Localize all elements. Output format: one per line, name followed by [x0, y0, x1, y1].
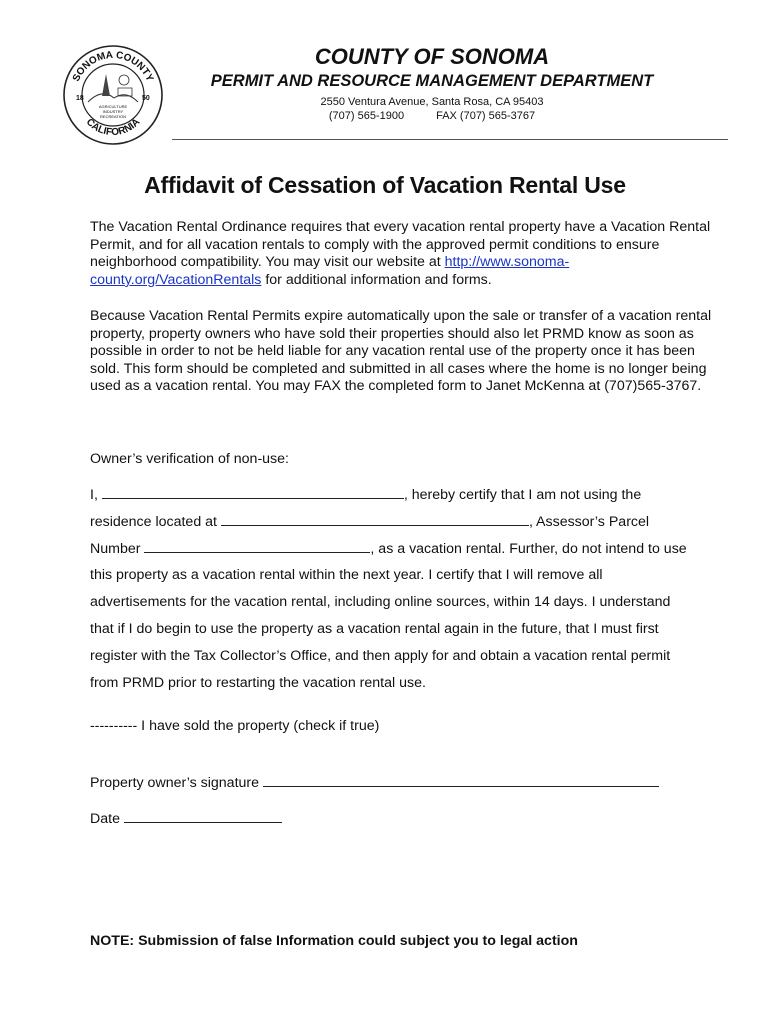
- signature-label: Property owner’s signature: [90, 775, 260, 791]
- cert-text-2a: residence located at: [90, 514, 217, 530]
- cert-text-3a: Number: [90, 541, 141, 557]
- seal-top-text: SONOMA COUNTY: [70, 49, 156, 84]
- header-divider: [172, 139, 728, 140]
- cert-text-7: register with the Tax Collector’s Office, and then apply for and obtain a vacation rental permit: [90, 648, 671, 664]
- intro-text: The Vacation Rental Ordinance requires that every vacation rental property have a Vacation Rental Permit, and for all vacation rentals to comply with the approved permit conditions to ensure neighborhood compatibility. You may visit our website at: [90, 219, 711, 271]
- cert-text-6: that if I do begin to use the property as a vacation rental again in the future, that I must first: [90, 621, 659, 637]
- seal-year-left: 18: [76, 95, 84, 102]
- cert-text-5: advertisements for the vacation rental, including online sources, within 14 days. I understand: [90, 594, 671, 610]
- seal-year-right: 50: [142, 95, 150, 102]
- document-title: Affidavit of Cessation of Vacation Rental Use: [144, 172, 626, 198]
- svg-text:CALIFORNIA: [84, 117, 143, 139]
- legal-note: NOTE: Submission of false Information could subject you to legal action: [90, 933, 578, 949]
- sale-paragraph: Because Vacation Rental Permits expire automatically upon the sale or transfer of a vacation rental property, property owners who have sold their properties should also let PRMD know as soon as possible in order to not be held liable for any vacation rental use of the property once it has been sold. This form should be completed and submitted in all cases where the home is no longer being used as a vacation rental. You may FAX the completed form to Janet McKenna at (707)565-3767.: [90, 308, 712, 395]
- website-link[interactable]: http://www.sonoma-county.org/VacationRentals: [90, 254, 570, 288]
- residence-address-field[interactable]: [221, 511, 529, 526]
- signature-field[interactable]: [263, 772, 659, 787]
- cert-text-8: from PRMD prior to restarting the vacation rental use.: [90, 675, 426, 691]
- seal-center-line-3: RECREATION: [100, 114, 126, 119]
- county-name: COUNTY OF SONOMA: [314, 44, 550, 69]
- intro-paragraph: [90, 219, 726, 289]
- phone-number: (707) 565-1900: [328, 110, 405, 122]
- date-row: [90, 808, 726, 829]
- intro-text-end: for additional information and forms.: [261, 271, 492, 288]
- seal-scene-icon: [88, 74, 138, 102]
- letterhead: [172, 44, 692, 123]
- certification-block: [90, 484, 726, 700]
- date-field[interactable]: [124, 808, 282, 823]
- seal-bottom-text: CALIFORNIA: [83, 116, 143, 139]
- cert-text-3b: , as a vacation rental. Further, do not intend to use: [370, 541, 687, 557]
- department-name: PERMIT AND RESOURCE MANAGEMENT DEPARTMENT: [210, 72, 654, 90]
- department-contact: [172, 109, 692, 123]
- parcel-number-field[interactable]: [144, 538, 370, 553]
- fax-number: FAX (707) 565-3767: [436, 110, 536, 122]
- cert-text-4: this property as a vacation rental within the next year. I certify that I will remove all: [90, 567, 603, 583]
- department-address: 2550 Ventura Avenue, Santa Rosa, CA 95403: [320, 96, 544, 108]
- signature-row: [90, 772, 726, 793]
- seal-center-line-1: AGRICULTURE: [98, 104, 128, 109]
- county-seal-logo: [62, 44, 164, 146]
- seal-center-line-2: INDUSTRY: [102, 109, 124, 114]
- date-label: Date: [90, 811, 120, 827]
- cert-text-1a: I,: [90, 487, 98, 503]
- sold-property-checkbox[interactable]: ---------- I have sold the property (check if true): [90, 718, 380, 734]
- verification-heading: Owner’s verification of non-use:: [90, 451, 289, 467]
- owner-name-field[interactable]: [102, 484, 404, 499]
- cert-text-1b: , hereby certify that I am not using the: [403, 487, 642, 503]
- cert-text-2b: , Assessor’s Parcel: [528, 514, 650, 530]
